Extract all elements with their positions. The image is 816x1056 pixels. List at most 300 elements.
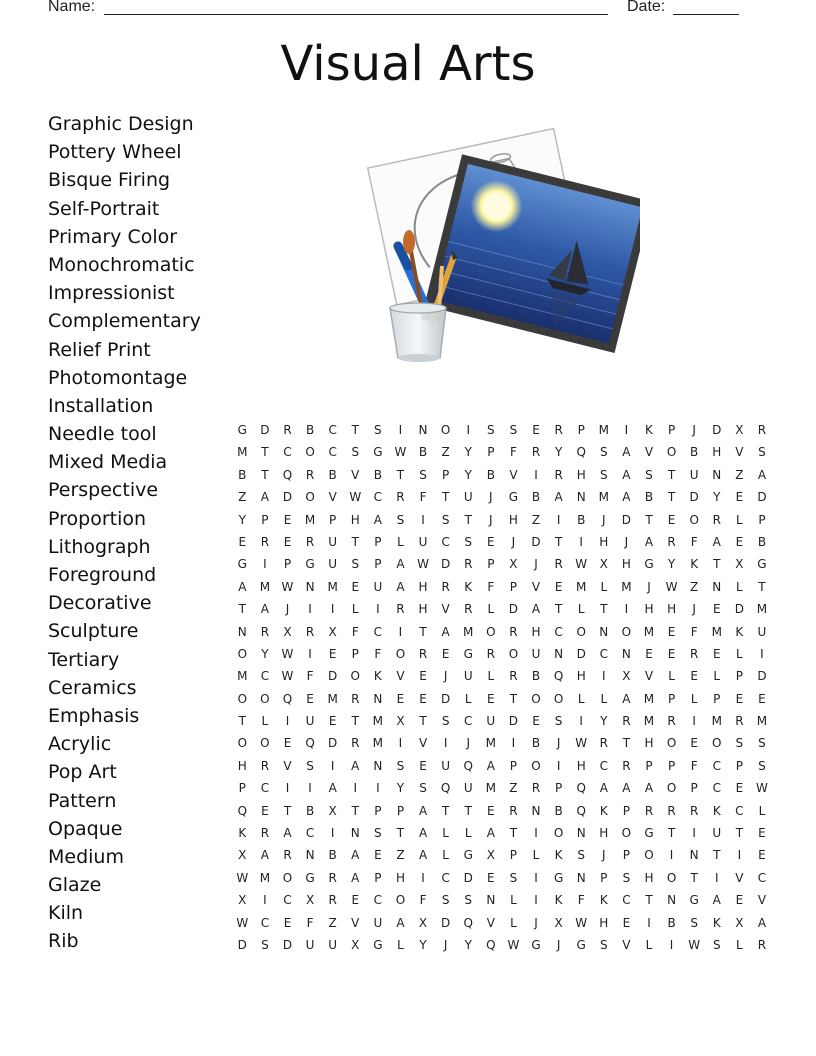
grid-letter[interactable]: P bbox=[735, 669, 743, 684]
grid-letter[interactable]: A bbox=[622, 467, 631, 482]
grid-letter[interactable]: R bbox=[441, 579, 450, 594]
grid-letter[interactable]: X bbox=[418, 915, 428, 930]
grid-letter[interactable]: Q bbox=[440, 781, 451, 796]
grid-letter[interactable]: R bbox=[554, 467, 563, 482]
grid-letter[interactable]: X bbox=[735, 915, 744, 930]
grid-letter[interactable]: S bbox=[487, 423, 495, 437]
grid-letter[interactable]: M bbox=[756, 714, 768, 729]
grid-letter[interactable]: T bbox=[441, 490, 450, 505]
grid-letter[interactable]: C bbox=[373, 490, 383, 505]
grid-letter[interactable]: E bbox=[554, 579, 563, 594]
grid-letter[interactable]: Q bbox=[305, 736, 315, 751]
grid-letter[interactable]: H bbox=[576, 467, 586, 482]
grid-letter[interactable]: V bbox=[351, 915, 360, 930]
grid-letter[interactable]: S bbox=[554, 714, 563, 729]
grid-letter[interactable]: E bbox=[712, 602, 721, 617]
grid-letter[interactable]: E bbox=[735, 781, 744, 796]
grid-letter[interactable]: F bbox=[690, 534, 698, 549]
grid-letter[interactable]: Q bbox=[237, 803, 248, 818]
grid-letter[interactable]: O bbox=[666, 870, 677, 885]
grid-letter[interactable]: S bbox=[419, 781, 427, 796]
grid-letter[interactable]: E bbox=[758, 848, 766, 863]
grid-letter[interactable]: E bbox=[712, 646, 721, 661]
grid-letter[interactable]: W bbox=[394, 445, 407, 460]
grid-letter[interactable]: R bbox=[509, 669, 518, 684]
grid-letter[interactable]: C bbox=[328, 423, 337, 437]
grid-letter[interactable]: D bbox=[328, 669, 338, 684]
grid-letter[interactable]: D bbox=[712, 423, 722, 437]
grid-letter[interactable]: E bbox=[487, 803, 495, 818]
grid-letter[interactable]: S bbox=[419, 467, 427, 482]
grid-letter[interactable]: H bbox=[712, 445, 722, 460]
grid-letter[interactable]: G bbox=[508, 490, 519, 505]
grid-letter[interactable]: Q bbox=[486, 937, 496, 952]
grid-letter[interactable]: P bbox=[509, 758, 518, 773]
grid-letter[interactable]: R bbox=[667, 803, 676, 818]
grid-letter[interactable]: S bbox=[441, 714, 450, 729]
grid-letter[interactable]: J bbox=[602, 848, 606, 863]
grid-letter[interactable]: N bbox=[531, 803, 541, 818]
grid-letter[interactable]: P bbox=[374, 557, 382, 572]
grid-letter[interactable]: Z bbox=[238, 490, 247, 505]
grid-letter[interactable]: F bbox=[487, 579, 495, 594]
grid-letter[interactable]: P bbox=[396, 803, 405, 818]
grid-letter[interactable]: A bbox=[644, 781, 654, 796]
grid-letter[interactable]: B bbox=[305, 803, 315, 818]
grid-letter[interactable]: W bbox=[417, 557, 429, 572]
grid-letter[interactable]: P bbox=[600, 870, 608, 885]
grid-letter[interactable]: S bbox=[351, 445, 360, 460]
grid-letter[interactable]: O bbox=[508, 646, 519, 661]
grid-letter[interactable]: F bbox=[419, 490, 427, 505]
grid-letter[interactable]: L bbox=[668, 669, 675, 684]
grid-letter[interactable]: T bbox=[396, 826, 405, 841]
grid-letter[interactable]: X bbox=[486, 848, 495, 863]
grid-letter[interactable]: U bbox=[463, 669, 473, 684]
grid-letter[interactable]: A bbox=[418, 826, 428, 841]
grid-letter[interactable]: S bbox=[441, 893, 450, 908]
grid-letter[interactable]: Z bbox=[735, 467, 744, 482]
grid-letter[interactable]: F bbox=[690, 758, 698, 773]
grid-letter[interactable]: D bbox=[260, 423, 270, 437]
grid-letter[interactable]: A bbox=[260, 602, 269, 617]
grid-letter[interactable]: V bbox=[735, 870, 744, 885]
grid-letter[interactable]: R bbox=[622, 758, 631, 773]
grid-letter[interactable]: R bbox=[283, 423, 292, 437]
grid-letter[interactable]: S bbox=[464, 893, 473, 908]
grid-letter[interactable]: U bbox=[757, 624, 767, 639]
grid-letter[interactable]: K bbox=[599, 893, 608, 908]
grid-letter[interactable]: W bbox=[236, 870, 249, 885]
grid-letter[interactable]: I bbox=[285, 781, 290, 796]
grid-letter[interactable]: I bbox=[263, 893, 267, 908]
grid-letter[interactable]: Z bbox=[396, 848, 405, 863]
grid-letter[interactable]: X bbox=[283, 624, 292, 639]
grid-letter[interactable]: F bbox=[419, 893, 427, 908]
grid-letter[interactable]: P bbox=[329, 512, 337, 527]
grid-letter[interactable]: H bbox=[644, 736, 654, 751]
grid-letter[interactable]: L bbox=[442, 848, 449, 863]
grid-letter[interactable]: H bbox=[599, 534, 609, 549]
grid-letter[interactable]: S bbox=[577, 848, 586, 863]
grid-letter[interactable]: E bbox=[351, 893, 360, 908]
grid-letter[interactable]: Y bbox=[667, 557, 676, 572]
grid-letter[interactable]: V bbox=[486, 915, 495, 930]
grid-letter[interactable]: L bbox=[736, 937, 743, 952]
grid-letter[interactable]: T bbox=[464, 803, 472, 818]
grid-letter[interactable]: A bbox=[238, 579, 247, 594]
grid-letter[interactable]: Z bbox=[328, 915, 337, 930]
grid-letter[interactable]: I bbox=[308, 781, 312, 796]
grid-letter[interactable]: Q bbox=[576, 781, 586, 796]
grid-letter[interactable]: R bbox=[690, 803, 699, 818]
grid-letter[interactable]: L bbox=[442, 826, 449, 841]
grid-letter[interactable]: C bbox=[373, 624, 383, 639]
grid-letter[interactable]: E bbox=[667, 624, 676, 639]
grid-letter[interactable]: L bbox=[736, 579, 743, 594]
grid-letter[interactable]: A bbox=[396, 915, 405, 930]
grid-letter[interactable]: S bbox=[712, 937, 721, 952]
grid-letter[interactable]: R bbox=[396, 602, 405, 617]
grid-letter[interactable]: H bbox=[644, 602, 654, 617]
grid-letter[interactable]: I bbox=[534, 826, 538, 841]
grid-letter[interactable]: L bbox=[397, 534, 404, 549]
grid-letter[interactable]: S bbox=[396, 512, 405, 527]
grid-letter[interactable]: D bbox=[282, 937, 293, 952]
grid-letter[interactable]: Z bbox=[690, 579, 699, 594]
grid-letter[interactable]: M bbox=[327, 579, 338, 594]
grid-letter[interactable]: H bbox=[237, 758, 247, 773]
grid-letter[interactable]: Z bbox=[509, 781, 518, 796]
grid-letter[interactable]: A bbox=[712, 534, 721, 549]
grid-letter[interactable]: H bbox=[644, 870, 654, 885]
grid-letter[interactable]: B bbox=[531, 736, 541, 751]
grid-letter[interactable]: S bbox=[261, 937, 269, 952]
grid-letter[interactable]: Y bbox=[261, 646, 269, 661]
grid-letter[interactable]: L bbox=[510, 893, 517, 908]
grid-letter[interactable]: F bbox=[351, 624, 359, 639]
grid-letter[interactable]: K bbox=[373, 669, 382, 684]
grid-letter[interactable]: O bbox=[305, 445, 315, 460]
grid-letter[interactable]: L bbox=[600, 691, 608, 706]
grid-letter[interactable]: I bbox=[602, 669, 606, 684]
grid-letter[interactable]: I bbox=[556, 758, 561, 773]
grid-letter[interactable]: S bbox=[645, 467, 653, 482]
grid-letter[interactable]: A bbox=[554, 490, 563, 505]
grid-letter[interactable]: U bbox=[463, 781, 473, 796]
grid-letter[interactable]: A bbox=[441, 624, 450, 639]
grid-letter[interactable]: T bbox=[622, 736, 631, 751]
grid-letter[interactable]: Y bbox=[464, 445, 472, 460]
grid-letter[interactable]: H bbox=[531, 624, 541, 639]
grid-letter[interactable]: S bbox=[441, 512, 450, 527]
grid-letter[interactable]: A bbox=[260, 490, 269, 505]
grid-letter[interactable]: M bbox=[643, 691, 655, 706]
grid-letter[interactable]: I bbox=[308, 602, 312, 617]
grid-letter[interactable]: I bbox=[534, 467, 538, 482]
grid-letter[interactable]: T bbox=[283, 803, 292, 818]
grid-letter[interactable]: M bbox=[463, 624, 474, 639]
grid-letter[interactable]: M bbox=[576, 579, 587, 594]
grid-letter[interactable]: S bbox=[599, 937, 608, 952]
grid-letter[interactable]: X bbox=[554, 915, 563, 930]
grid-letter[interactable]: K bbox=[735, 624, 744, 639]
grid-letter[interactable]: G bbox=[689, 893, 699, 908]
grid-letter[interactable]: O bbox=[666, 781, 677, 796]
grid-letter[interactable]: I bbox=[330, 826, 335, 841]
grid-letter[interactable]: C bbox=[260, 781, 270, 796]
grid-letter[interactable]: P bbox=[374, 803, 382, 818]
grid-letter[interactable]: E bbox=[261, 803, 269, 818]
grid-letter[interactable]: O bbox=[395, 893, 406, 908]
grid-letter[interactable]: O bbox=[237, 646, 248, 661]
grid-letter[interactable]: D bbox=[508, 602, 519, 617]
grid-letter[interactable]: Y bbox=[600, 714, 608, 729]
grid-letter[interactable]: O bbox=[553, 826, 564, 841]
grid-letter[interactable]: U bbox=[373, 579, 383, 594]
grid-letter[interactable]: R bbox=[260, 624, 270, 639]
grid-letter[interactable]: I bbox=[624, 423, 629, 437]
grid-letter[interactable]: E bbox=[396, 691, 405, 706]
grid-letter[interactable]: P bbox=[577, 423, 585, 437]
grid-letter[interactable]: P bbox=[554, 781, 563, 796]
grid-letter[interactable]: I bbox=[353, 781, 358, 796]
grid-letter[interactable]: L bbox=[261, 714, 269, 729]
grid-letter[interactable]: D bbox=[757, 490, 767, 505]
grid-letter[interactable]: I bbox=[692, 714, 696, 729]
grid-letter[interactable]: Z bbox=[531, 512, 541, 527]
grid-letter[interactable]: V bbox=[418, 736, 428, 751]
grid-letter[interactable]: L bbox=[758, 803, 766, 818]
grid-letter[interactable]: U bbox=[305, 714, 315, 729]
grid-letter[interactable]: A bbox=[373, 512, 382, 527]
grid-letter[interactable]: I bbox=[330, 758, 335, 773]
grid-letter[interactable]: B bbox=[577, 512, 586, 527]
grid-letter[interactable]: D bbox=[621, 512, 632, 527]
grid-letter[interactable]: L bbox=[736, 646, 743, 661]
grid-letter[interactable]: J bbox=[534, 915, 538, 930]
grid-letter[interactable]: N bbox=[373, 758, 383, 773]
grid-letter[interactable]: O bbox=[621, 624, 632, 639]
grid-letter[interactable]: P bbox=[442, 467, 450, 482]
grid-letter[interactable]: L bbox=[577, 691, 585, 706]
grid-letter[interactable]: H bbox=[599, 826, 609, 841]
grid-letter[interactable]: G bbox=[463, 646, 473, 661]
grid-letter[interactable]: C bbox=[283, 445, 292, 460]
grid-letter[interactable]: L bbox=[600, 579, 608, 594]
grid-letter[interactable]: I bbox=[421, 870, 425, 885]
grid-letter[interactable]: S bbox=[464, 534, 473, 549]
grid-letter[interactable]: O bbox=[260, 736, 270, 751]
grid-letter[interactable]: E bbox=[283, 736, 292, 751]
grid-letter[interactable]: S bbox=[622, 870, 631, 885]
grid-letter[interactable]: P bbox=[735, 758, 743, 773]
grid-letter[interactable]: T bbox=[554, 534, 563, 549]
grid-letter[interactable]: G bbox=[531, 937, 541, 952]
grid-letter[interactable]: X bbox=[735, 557, 744, 572]
grid-letter[interactable]: A bbox=[757, 467, 767, 482]
grid-letter[interactable]: U bbox=[486, 714, 496, 729]
grid-letter[interactable]: P bbox=[487, 557, 495, 572]
grid-letter[interactable]: R bbox=[690, 646, 699, 661]
grid-letter[interactable]: S bbox=[351, 557, 360, 572]
grid-letter[interactable]: I bbox=[376, 602, 380, 617]
grid-letter[interactable]: H bbox=[667, 602, 677, 617]
grid-letter[interactable]: R bbox=[305, 624, 315, 639]
grid-letter[interactable]: I bbox=[556, 512, 561, 527]
grid-letter[interactable]: Y bbox=[396, 781, 405, 796]
grid-letter[interactable]: E bbox=[758, 826, 766, 841]
grid-letter[interactable]: E bbox=[238, 534, 247, 549]
grid-letter[interactable]: S bbox=[374, 826, 382, 841]
grid-letter[interactable]: O bbox=[237, 736, 248, 751]
grid-letter[interactable]: T bbox=[713, 848, 721, 863]
grid-letter[interactable]: I bbox=[376, 781, 380, 796]
grid-letter[interactable]: D bbox=[689, 490, 699, 505]
grid-letter[interactable]: S bbox=[396, 758, 405, 773]
grid-letter[interactable]: M bbox=[372, 736, 384, 751]
grid-letter[interactable]: U bbox=[689, 467, 699, 482]
grid-letter[interactable]: L bbox=[645, 937, 653, 952]
grid-letter[interactable]: O bbox=[282, 870, 293, 885]
grid-letter[interactable]: X bbox=[305, 893, 315, 908]
grid-letter[interactable]: Y bbox=[713, 490, 721, 505]
grid-letter[interactable]: Y bbox=[554, 445, 563, 460]
grid-letter[interactable]: S bbox=[758, 736, 766, 751]
grid-letter[interactable]: A bbox=[712, 893, 721, 908]
grid-letter[interactable]: B bbox=[531, 669, 541, 684]
grid-letter[interactable]: W bbox=[281, 579, 294, 594]
grid-letter[interactable]: W bbox=[575, 557, 588, 572]
grid-letter[interactable]: T bbox=[261, 445, 269, 460]
grid-letter[interactable]: B bbox=[328, 848, 337, 863]
grid-letter[interactable]: R bbox=[644, 803, 654, 818]
word-search-grid[interactable] bbox=[231, 419, 773, 956]
grid-letter[interactable]: U bbox=[328, 937, 338, 952]
grid-letter[interactable]: T bbox=[690, 870, 698, 885]
grid-letter[interactable]: R bbox=[486, 646, 495, 661]
grid-letter[interactable]: J bbox=[556, 937, 561, 952]
grid-letter[interactable]: E bbox=[532, 423, 540, 437]
grid-letter[interactable]: R bbox=[260, 534, 270, 549]
grid-letter[interactable]: B bbox=[486, 467, 495, 482]
grid-letter[interactable]: L bbox=[487, 669, 495, 684]
grid-letter[interactable]: C bbox=[260, 915, 270, 930]
grid-letter[interactable]: X bbox=[622, 669, 631, 684]
grid-letter[interactable]: P bbox=[261, 512, 269, 527]
grid-letter[interactable]: E bbox=[374, 848, 382, 863]
grid-letter[interactable]: Y bbox=[464, 467, 472, 482]
grid-letter[interactable]: N bbox=[576, 490, 586, 505]
grid-letter[interactable]: V bbox=[283, 758, 292, 773]
grid-letter[interactable]: W bbox=[236, 915, 249, 930]
grid-letter[interactable]: D bbox=[441, 557, 451, 572]
grid-letter[interactable]: R bbox=[757, 937, 767, 952]
grid-letter[interactable]: T bbox=[464, 512, 472, 527]
grid-letter[interactable]: S bbox=[758, 445, 766, 460]
grid-letter[interactable]: S bbox=[690, 915, 698, 930]
grid-letter[interactable]: R bbox=[283, 848, 292, 863]
grid-letter[interactable]: N bbox=[712, 467, 722, 482]
grid-letter[interactable]: M bbox=[711, 714, 722, 729]
grid-letter[interactable]: W bbox=[349, 490, 362, 505]
grid-letter[interactable]: B bbox=[328, 467, 337, 482]
grid-letter[interactable]: Y bbox=[419, 937, 427, 952]
grid-letter[interactable]: P bbox=[645, 758, 653, 773]
grid-letter[interactable]: J bbox=[285, 602, 290, 617]
grid-letter[interactable]: G bbox=[373, 445, 383, 460]
grid-letter[interactable]: G bbox=[644, 557, 654, 572]
grid-letter[interactable]: R bbox=[260, 758, 270, 773]
grid-letter[interactable]: E bbox=[690, 669, 698, 684]
grid-letter[interactable]: T bbox=[554, 602, 563, 617]
grid-letter[interactable]: R bbox=[328, 893, 337, 908]
grid-letter[interactable]: H bbox=[621, 557, 631, 572]
grid-letter[interactable]: E bbox=[735, 490, 744, 505]
grid-letter[interactable]: R bbox=[531, 445, 541, 460]
grid-letter[interactable]: I bbox=[443, 736, 448, 751]
grid-letter[interactable]: N bbox=[576, 826, 586, 841]
grid-letter[interactable]: T bbox=[351, 803, 359, 818]
grid-letter[interactable]: E bbox=[622, 915, 631, 930]
grid-letter[interactable]: R bbox=[554, 557, 563, 572]
grid-letter[interactable]: X bbox=[735, 423, 744, 437]
grid-letter[interactable]: H bbox=[418, 579, 428, 594]
grid-letter[interactable]: V bbox=[441, 602, 450, 617]
grid-letter[interactable]: L bbox=[532, 848, 540, 863]
grid-letter[interactable]: R bbox=[260, 826, 270, 841]
grid-letter[interactable]: P bbox=[758, 512, 766, 527]
grid-letter[interactable]: B bbox=[554, 803, 563, 818]
grid-letter[interactable]: E bbox=[283, 512, 292, 527]
grid-letter[interactable]: E bbox=[283, 915, 292, 930]
grid-letter[interactable]: O bbox=[689, 512, 699, 527]
grid-letter[interactable]: D bbox=[237, 937, 247, 952]
grid-letter[interactable]: H bbox=[508, 512, 518, 527]
grid-letter[interactable]: T bbox=[419, 714, 427, 729]
grid-letter[interactable]: J bbox=[692, 423, 696, 437]
grid-letter[interactable]: A bbox=[622, 490, 631, 505]
grid-letter[interactable]: O bbox=[666, 736, 677, 751]
grid-letter[interactable]: Q bbox=[553, 669, 564, 684]
grid-letter[interactable]: U bbox=[441, 758, 451, 773]
grid-letter[interactable]: A bbox=[396, 557, 405, 572]
grid-letter[interactable]: C bbox=[554, 624, 563, 639]
grid-letter[interactable]: G bbox=[237, 423, 247, 437]
grid-letter[interactable]: T bbox=[758, 579, 766, 594]
grid-letter[interactable]: J bbox=[443, 937, 448, 952]
grid-letter[interactable]: R bbox=[599, 736, 608, 751]
grid-letter[interactable]: V bbox=[328, 490, 337, 505]
grid-letter[interactable]: B bbox=[667, 915, 676, 930]
grid-letter[interactable]: M bbox=[237, 669, 248, 684]
grid-letter[interactable]: M bbox=[372, 714, 384, 729]
grid-letter[interactable]: N bbox=[418, 423, 428, 437]
grid-letter[interactable]: F bbox=[306, 915, 314, 930]
grid-letter[interactable]: T bbox=[667, 826, 676, 841]
grid-letter[interactable]: L bbox=[397, 937, 404, 952]
grid-letter[interactable]: I bbox=[692, 826, 696, 841]
grid-letter[interactable]: L bbox=[690, 691, 698, 706]
grid-letter[interactable]: L bbox=[487, 602, 495, 617]
grid-letter[interactable]: R bbox=[509, 803, 518, 818]
grid-letter[interactable]: K bbox=[554, 848, 563, 863]
grid-letter[interactable]: C bbox=[712, 758, 721, 773]
grid-letter[interactable]: I bbox=[579, 714, 583, 729]
grid-letter[interactable]: B bbox=[373, 467, 382, 482]
grid-letter[interactable]: E bbox=[351, 579, 360, 594]
grid-letter[interactable]: T bbox=[509, 691, 518, 706]
